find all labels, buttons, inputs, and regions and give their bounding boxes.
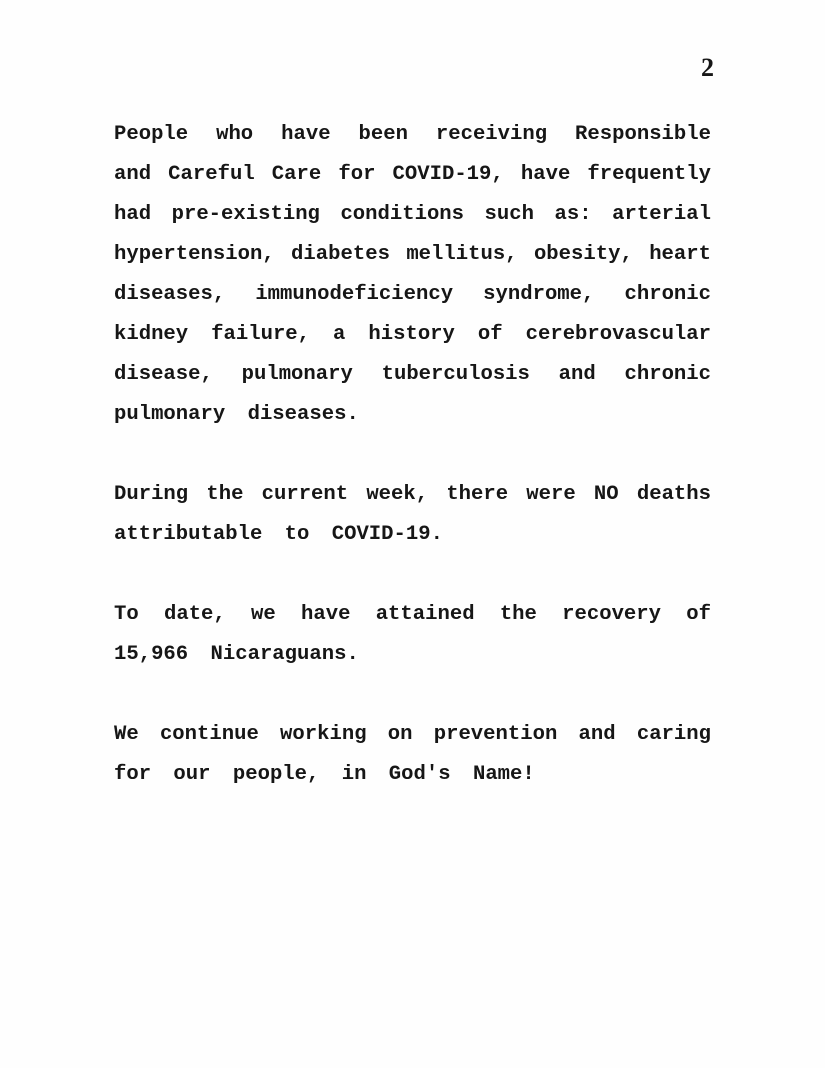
paragraph-recoveries — [114, 595, 711, 675]
paragraph-no-deaths — [114, 475, 711, 555]
paragraph-preexisting-conditions — [114, 115, 711, 435]
text-line: disease, pulmonary tuberculosis and chronic — [114, 363, 711, 386]
text-line: People who have been receiving Responsible — [114, 123, 711, 146]
paragraph-closing — [114, 715, 711, 795]
text-line: kidney failure, a history of cerebrovascular — [114, 323, 711, 346]
text-line: To date, we have attained the recovery of — [114, 603, 711, 626]
document-body — [114, 115, 711, 835]
text-line: 15,966 Nicaraguans. — [114, 643, 359, 666]
text-line: diseases, immunodeficiency syndrome, chronic — [114, 283, 711, 306]
text-line: During the current week, there were NO deaths — [114, 483, 711, 506]
text-line: pulmonary diseases. — [114, 403, 359, 426]
text-line: attributable to COVID-19. — [114, 523, 443, 546]
page-number: 2 — [701, 53, 714, 82]
text-line: and Careful Care for COVID-19, have frequently — [114, 163, 711, 186]
text-line: We continue working on prevention and caring — [114, 723, 711, 746]
text-line: hypertension, diabetes mellitus, obesity, heart — [114, 243, 711, 266]
text-line: had pre-existing conditions such as: arterial — [114, 203, 711, 226]
text-line: for our people, in God's Name! — [114, 763, 535, 786]
